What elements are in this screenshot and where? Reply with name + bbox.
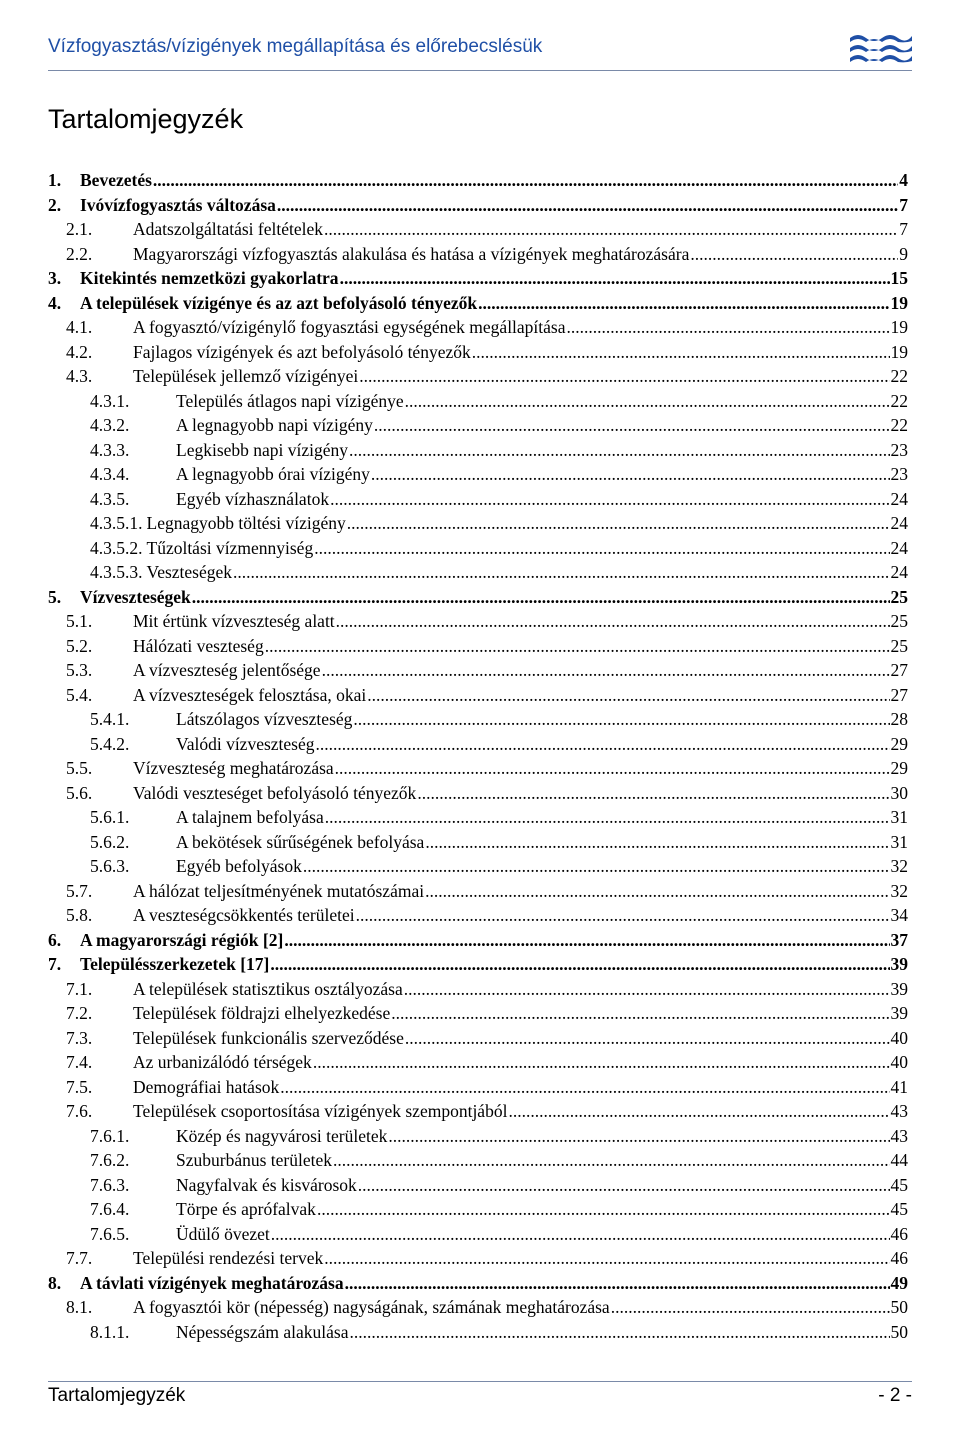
toc-entry-number: 7.6.5. [90, 1223, 130, 1244]
toc-entry-number: 2.1. [66, 219, 93, 239]
toc-entry[interactable] [0, 1246, 960, 1271]
toc-entry-page: 24 [890, 488, 908, 509]
toc-entry-number: 4.2. [66, 341, 93, 362]
toc-entry-number: 5.2. [66, 635, 93, 656]
toc-entry-page: 23 [890, 464, 908, 484]
toc-entry-page: 50 [890, 1321, 908, 1342]
toc-entry[interactable] [0, 854, 960, 879]
toc-entry[interactable] [0, 1148, 960, 1173]
toc-entry-page: 41 [890, 1076, 908, 1097]
toc-entry-number: 7.6. [66, 1101, 93, 1121]
toc-leader-dots [324, 217, 898, 242]
toc-entry[interactable] [0, 438, 960, 463]
toc-entry-number: 5.6.3. [90, 856, 130, 876]
water-waves-logo-icon [848, 30, 912, 66]
toc-entry[interactable] [0, 977, 960, 1002]
toc-entry-page: 40 [890, 1052, 908, 1072]
toc-entry-number: 5. [48, 586, 62, 607]
toc-entry-page: 46 [890, 1248, 908, 1268]
toc-entry-page: 37 [890, 929, 908, 950]
toc-entry-number: 7.7. [66, 1248, 93, 1268]
toc-leader-dots [388, 1124, 889, 1149]
toc-leader-dots [359, 364, 889, 389]
toc-entry-page: 27 [890, 660, 908, 680]
toc-entry-label: A hálózat teljesítményének mutatószámai [133, 880, 425, 901]
toc-entry-number: 7.6.3. [90, 1174, 130, 1195]
toc-entry-page: 31 [890, 831, 908, 852]
toc-entry[interactable] [0, 683, 960, 708]
toc-entry[interactable] [0, 805, 960, 830]
toc-entry-label: A vízveszteség jelentősége [133, 660, 321, 680]
toc-entry-page: 23 [890, 439, 908, 460]
toc-entry[interactable] [0, 389, 960, 414]
toc-entry-label: Települési rendezési tervek [133, 1248, 324, 1268]
toc-leader-dots [325, 805, 890, 830]
toc-entry-number: 7.3. [66, 1027, 93, 1048]
toc-entry-label: A veszteségcsökkentés területei [133, 905, 355, 925]
toc-entry[interactable] [0, 168, 960, 193]
toc-entry[interactable] [0, 1173, 960, 1198]
toc-leader-dots [280, 1075, 889, 1100]
footer-section-title: Tartalomjegyzék [48, 1385, 186, 1406]
toc-entry-label: A magyarországi régiók [2] [80, 929, 284, 950]
toc-entry-page: 25 [890, 586, 908, 607]
toc-entry-page: 19 [890, 292, 908, 313]
toc-entry[interactable] [0, 756, 960, 781]
toc-entry-label: Legnagyobb töltési vízigény [146, 513, 346, 533]
toc-entry-number: 4.3.1. [90, 390, 130, 411]
toc-entry-page: 31 [890, 807, 908, 827]
toc-entry-label: Tűzoltási vízmennyiség [146, 537, 314, 558]
toc-entry-page: 24 [890, 513, 908, 533]
toc-entry-label: Közép és nagyvárosi területek [176, 1125, 388, 1146]
toc-leader-dots [405, 389, 890, 414]
toc-entry-number: 4.3.5.2. [90, 537, 143, 558]
toc-leader-dots [374, 413, 890, 438]
toc-leader-dots [277, 193, 898, 218]
toc-entry-label: Látszólagos vízveszteség [176, 709, 353, 729]
toc-entry-number: 5.6. [66, 782, 93, 803]
toc-leader-dots [690, 242, 898, 267]
toc-entry-number: 8.1. [66, 1297, 93, 1317]
toc-entry-label: Település átlagos napi vízigénye [176, 390, 404, 411]
toc-entry-label: A legnagyobb napi vízigény [176, 415, 373, 435]
toc-entry-page: 24 [890, 537, 908, 558]
toc-leader-dots [472, 340, 890, 365]
toc-entry-number: 4.3.5.1. [90, 513, 143, 533]
toc-entry[interactable] [0, 952, 960, 977]
toc-entry-page: 7 [899, 194, 908, 215]
toc-entry-page: 46 [890, 1223, 908, 1244]
toc-entry-label: Egyéb vízhasználatok [176, 488, 330, 509]
toc-entry-number: 4.3.4. [90, 464, 130, 484]
toc-entry-page: 45 [890, 1199, 908, 1219]
page-header [48, 30, 912, 70]
toc-entry-number: 5.4.1. [90, 709, 130, 729]
toc-entry-label: A vízveszteségek felosztása, okai [133, 684, 367, 705]
toc-entry-label: Legkisebb napi vízigény [176, 439, 349, 460]
toc-entry-page: 39 [890, 954, 908, 974]
toc-entry-number: 4.3.5.3. [90, 562, 143, 582]
toc-entry-page: 28 [890, 709, 908, 729]
toc-entry-number: 4.3.5. [90, 488, 130, 509]
toc-leader-dots [508, 1099, 889, 1124]
toc-entry-label: Veszteségek [146, 562, 233, 582]
toc-entry-page: 32 [890, 880, 908, 901]
toc-leader-dots [405, 1026, 890, 1051]
toc-entry[interactable] [0, 609, 960, 634]
toc-entry-page: 24 [890, 562, 908, 582]
toc-leader-dots [611, 1295, 890, 1320]
toc-entry-label: Települések csoportosítása vízigények szempontjából [133, 1101, 508, 1121]
toc-entry-number: 7.6.2. [90, 1150, 130, 1170]
toc-entry-number: 4.3.3. [90, 439, 130, 460]
toc-entry[interactable] [0, 1271, 960, 1296]
toc-entry-page: 49 [890, 1272, 908, 1293]
toc-entry-label: A fogyasztói kör (népesség) nagyságának, számának meghatározása [133, 1297, 610, 1317]
table-of-contents [0, 168, 960, 1344]
toc-entry-page: 50 [890, 1297, 908, 1317]
toc-leader-dots [347, 511, 890, 536]
toc-leader-dots [316, 732, 890, 757]
toc-entry-number: 3. [48, 268, 62, 288]
toc-entry-label: A legnagyobb órai vízigény [176, 464, 370, 484]
toc-entry-label: Településszerkezetek [17] [80, 954, 270, 974]
toc-entry-label: Fajlagos vízigények és azt befolyásoló tényezők [133, 341, 471, 362]
toc-entry[interactable] [0, 193, 960, 218]
toc-leader-dots [317, 1197, 890, 1222]
toc-entry-label: Vízveszteségek [80, 586, 191, 607]
toc-entry[interactable] [0, 781, 960, 806]
toc-entry-page: 43 [890, 1101, 908, 1121]
toc-entry-page: 22 [890, 366, 908, 386]
toc-leader-dots [345, 1271, 890, 1296]
toc-entry-label: Mit értünk vízveszteség alatt [133, 611, 335, 631]
toc-entry-number: 5.3. [66, 660, 93, 680]
toc-entry-page: 27 [890, 684, 908, 705]
toc-entry-number: 7.6.4. [90, 1199, 130, 1219]
toc-leader-dots [417, 781, 889, 806]
toc-entry[interactable] [0, 487, 960, 512]
toc-leader-dots [371, 462, 890, 487]
toc-entry-number: 6. [48, 929, 62, 950]
toc-entry[interactable] [0, 364, 960, 389]
toc-entry[interactable] [0, 1197, 960, 1222]
toc-entry-page: 34 [890, 905, 908, 925]
toc-entry-number: 5.8. [66, 905, 93, 925]
toc-leader-dots [335, 756, 890, 781]
toc-leader-dots [284, 928, 889, 953]
toc-entry-label: Törpe és aprófalvak [176, 1199, 316, 1219]
toc-entry-page: 22 [890, 390, 908, 411]
toc-entry-number: 2.2. [66, 243, 93, 264]
toc-entry-number: 4.1. [66, 317, 93, 337]
toc-entry[interactable] [0, 340, 960, 365]
toc-entry-page: 39 [890, 978, 908, 999]
toc-entry-label: A fogyasztó/vízigénylő fogyasztási egységének megállapítása [133, 317, 566, 337]
toc-leader-dots [425, 879, 889, 904]
toc-entry-number: 7.1. [66, 978, 93, 999]
toc-entry[interactable] [0, 291, 960, 316]
toc-leader-dots [567, 315, 890, 340]
toc-entry[interactable] [0, 217, 960, 242]
toc-entry-page: 15 [890, 268, 908, 288]
toc-entry-label: Valódi vízveszteség [176, 733, 315, 754]
toc-entry-number: 5.4.2. [90, 733, 130, 754]
toc-leader-dots [192, 585, 890, 610]
toc-leader-dots [333, 1148, 890, 1173]
toc-entry[interactable] [0, 1222, 960, 1247]
toc-entry[interactable] [0, 903, 960, 928]
toc-entry-number: 7.2. [66, 1003, 93, 1023]
toc-leader-dots [340, 266, 890, 291]
toc-leader-dots [336, 609, 890, 634]
toc-entry-page: 32 [890, 856, 908, 876]
footer-page-number: - 2 - [878, 1385, 912, 1406]
toc-entry-number: 5.4. [66, 684, 93, 705]
toc-entry-label: Üdülő övezet [176, 1223, 270, 1244]
toc-entry[interactable] [0, 1026, 960, 1051]
toc-leader-dots [350, 1320, 890, 1345]
toc-entry-page: 25 [890, 611, 908, 631]
toc-entry-label: Hálózati veszteség [133, 635, 264, 656]
toc-entry[interactable] [0, 536, 960, 561]
toc-leader-dots [425, 830, 889, 855]
toc-entry[interactable] [0, 707, 960, 732]
toc-entry-page: 19 [890, 341, 908, 362]
toc-entry-label: A talajnem befolyása [176, 807, 324, 827]
toc-entry[interactable] [0, 1075, 960, 1100]
toc-entry-label: A települések vízigénye és az azt befolyásoló tényezők [80, 292, 478, 313]
toc-entry-number: 7.6.1. [90, 1125, 130, 1146]
toc-entry-label: Valódi veszteséget befolyásoló tényezők [133, 782, 417, 803]
toc-entry[interactable] [0, 1050, 960, 1075]
toc-entry-page: 29 [890, 733, 908, 754]
toc-entry[interactable] [0, 413, 960, 438]
toc-entry[interactable] [0, 585, 960, 610]
toc-entry-number: 5.6.1. [90, 807, 130, 827]
toc-entry-label: Nagyfalvak és kisvárosok [176, 1174, 357, 1195]
toc-leader-dots [349, 438, 889, 463]
toc-entry[interactable] [0, 928, 960, 953]
toc-leader-dots [330, 487, 889, 512]
toc-entry[interactable] [0, 732, 960, 757]
toc-entry[interactable] [0, 634, 960, 659]
toc-entry-page: 19 [890, 317, 908, 337]
toc-entry[interactable] [0, 242, 960, 267]
toc-entry-label: Magyarországi vízfogyasztás alakulása és hatása a vízigények meghatározására [133, 243, 690, 264]
toc-entry-label: Egyéb befolyások [176, 856, 302, 876]
toc-entry-number: 4.3. [66, 366, 93, 386]
toc-entry-number: 5.1. [66, 611, 93, 631]
toc-leader-dots [353, 707, 889, 732]
toc-entry-number: 4.3.2. [90, 415, 130, 435]
header-title: Vízfogyasztás/vízigények megállapítása és előrebecslésük [48, 36, 543, 57]
toc-entry-label: Adatszolgáltatási feltételek [133, 219, 323, 239]
toc-entry[interactable] [0, 830, 960, 855]
toc-leader-dots [233, 560, 889, 585]
toc-entry-page: 25 [890, 635, 908, 656]
toc-entry-page: 9 [899, 243, 908, 264]
toc-entry[interactable] [0, 511, 960, 536]
toc-entry-label: Szuburbánus területek [176, 1150, 332, 1170]
toc-entry-label: Bevezetés [80, 170, 152, 190]
toc-entry-number: 8. [48, 1272, 62, 1293]
toc-entry-label: Vízveszteség meghatározása [133, 758, 334, 778]
toc-entry[interactable] [0, 879, 960, 904]
toc-heading: Tartalomjegyzék [48, 104, 244, 134]
toc-entry[interactable] [0, 560, 960, 585]
toc-entry-number: 7.4. [66, 1052, 93, 1072]
toc-entry-number: 4. [48, 292, 62, 313]
toc-entry-page: 39 [890, 1003, 908, 1023]
toc-leader-dots [367, 683, 889, 708]
toc-leader-dots [478, 291, 889, 316]
toc-entry-label: Népességszám alakulása [176, 1321, 349, 1342]
toc-entry-label: Ivóvízfogyasztás változása [80, 194, 276, 215]
toc-entry[interactable] [0, 315, 960, 340]
toc-entry-label: Demográfiai hatások [133, 1076, 280, 1097]
toc-leader-dots [404, 977, 890, 1002]
toc-entry-number: 7.5. [66, 1076, 93, 1097]
toc-leader-dots [358, 1173, 890, 1198]
toc-entry-label: A települések statisztikus osztályozása [133, 978, 403, 999]
toc-leader-dots [271, 1222, 890, 1247]
toc-entry[interactable] [0, 1099, 960, 1124]
toc-entry-page: 29 [890, 758, 908, 778]
toc-entry[interactable] [0, 658, 960, 683]
toc-leader-dots [313, 1050, 890, 1075]
footer-divider [48, 1381, 912, 1382]
toc-entry[interactable] [0, 266, 960, 291]
toc-leader-dots [270, 952, 889, 977]
toc-entry[interactable] [0, 1001, 960, 1026]
toc-entry-label: Települések funkcionális szerveződése [133, 1027, 404, 1048]
toc-leader-dots [322, 658, 890, 683]
toc-entry[interactable] [0, 1124, 960, 1149]
toc-leader-dots [265, 634, 890, 659]
toc-leader-dots [153, 168, 898, 193]
toc-entry-page: 44 [890, 1150, 908, 1170]
toc-entry-number: 2. [48, 194, 62, 215]
toc-entry-page: 45 [890, 1174, 908, 1195]
toc-leader-dots [324, 1246, 889, 1271]
toc-entry[interactable] [0, 1295, 960, 1320]
toc-entry-number: 5.6.2. [90, 831, 130, 852]
toc-entry-page: 22 [890, 415, 908, 435]
toc-entry-page: 4 [899, 170, 908, 190]
toc-entry-number: 7. [48, 954, 62, 974]
toc-entry-number: 5.7. [66, 880, 93, 901]
toc-entry-page: 7 [899, 219, 908, 239]
toc-leader-dots [391, 1001, 889, 1026]
toc-leader-dots [356, 903, 890, 928]
toc-entry-label: Települések jellemző vízigényei [133, 366, 359, 386]
toc-entry-number: 5.5. [66, 758, 93, 778]
toc-entry[interactable] [0, 462, 960, 487]
toc-entry-number: 1. [48, 170, 62, 190]
toc-entry-label: Az urbanizálódó térségek [133, 1052, 312, 1072]
toc-entry-label: A bekötések sűrűségének befolyása [176, 831, 425, 852]
toc-entry-label: Kitekintés nemzetközi gyakorlatra [80, 268, 339, 288]
header-divider [48, 70, 912, 71]
toc-entry-number: 8.1.1. [90, 1321, 130, 1342]
toc-entry-label: Települések földrajzi elhelyezkedése [133, 1003, 391, 1023]
toc-entry-page: 30 [890, 782, 908, 803]
toc-leader-dots [314, 536, 889, 561]
toc-entry-label: A távlati vízigények meghatározása [80, 1272, 344, 1293]
toc-entry-page: 43 [890, 1125, 908, 1146]
toc-entry[interactable] [0, 1320, 960, 1345]
toc-leader-dots [303, 854, 890, 879]
toc-entry-page: 40 [890, 1027, 908, 1048]
